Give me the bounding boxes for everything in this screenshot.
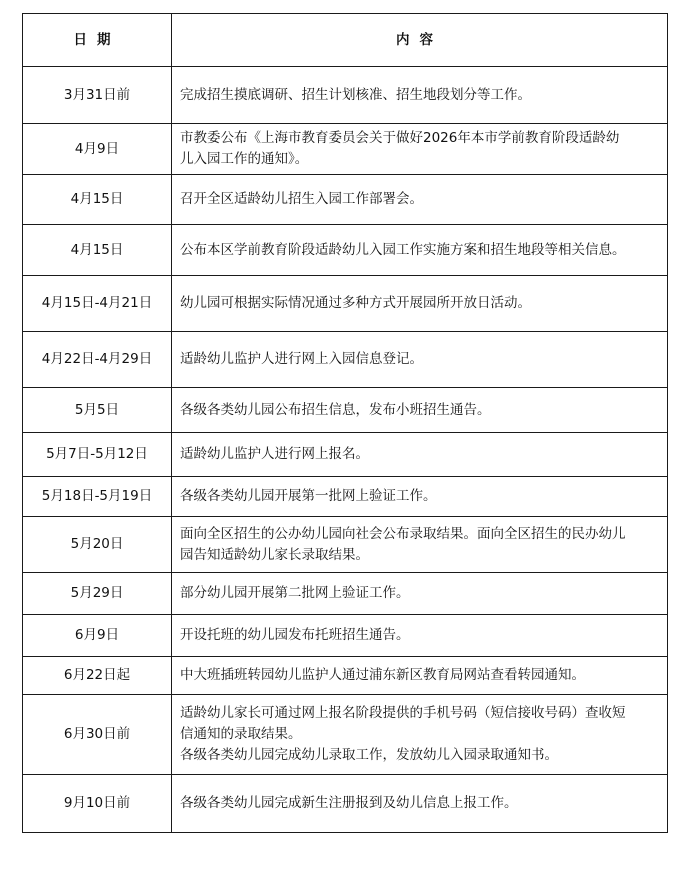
- content-line: 召开全区适龄幼儿招生入园工作部署会。: [180, 191, 423, 207]
- content-line: 适龄幼儿家长可通过网上报名阶段提供的手机号码（短信接收号码）查收短: [180, 705, 626, 721]
- row-content-cell: [172, 433, 668, 477]
- row-content-cell: [172, 124, 668, 175]
- content-line: 各级各类幼儿园开展第一批网上验证工作。: [180, 488, 437, 504]
- row-content-cell: [172, 695, 668, 775]
- table-row: [23, 775, 668, 833]
- content-column-header: 内容: [172, 14, 668, 67]
- row-content-cell: [172, 332, 668, 388]
- content-line: 各级各类幼儿园公布招生信息，发布小班招生通告。: [180, 401, 491, 418]
- enrollment-schedule-table: [22, 13, 668, 833]
- row-date-cell: 6月9日: [23, 615, 172, 657]
- content-line: 幼儿园可根据实际情况通过多种方式开展园所开放日活动。: [180, 295, 531, 311]
- content-line: 市教委公布《上海市教育委员会关于做好2026年本市学前教育阶段适龄幼: [180, 130, 620, 146]
- table-row: [23, 175, 668, 225]
- row-date-cell: 9月10日前: [23, 775, 172, 833]
- row-date-cell: 3月31日前: [23, 67, 172, 124]
- table-row: [23, 573, 668, 615]
- row-content-cell: [172, 477, 668, 517]
- content-line: 开设托班的幼儿园发布托班招生通告。: [180, 627, 410, 643]
- table-row: [23, 657, 668, 695]
- content-line: 各级各类幼儿园完成幼儿录取工作，发放幼儿入园录取通知书。: [180, 747, 558, 763]
- content-line: 面向全区招生的公办幼儿园向社会公布录取结果。面向全区招生的民办幼儿: [180, 525, 626, 542]
- row-date-cell: 5月5日: [23, 388, 172, 433]
- row-content-cell: [172, 573, 668, 615]
- table-body: [23, 67, 668, 833]
- content-line: 中大班插班转园幼儿监护人通过浦东新区教育局网站查看转园通知。: [180, 667, 585, 683]
- content-line: 部分幼儿园开展第二批网上验证工作。: [180, 585, 410, 601]
- content-line: 完成招生摸底调研、招生计划核准、招生地段划分等工作。: [180, 86, 531, 103]
- row-content-cell: [172, 615, 668, 657]
- table-row: [23, 477, 668, 517]
- row-content-cell: [172, 175, 668, 225]
- row-content-cell: [172, 225, 668, 276]
- table-header-row: [23, 14, 668, 67]
- row-date-cell: 6月30日前: [23, 695, 172, 775]
- row-date-cell: 5月18日-5月19日: [23, 477, 172, 517]
- table-row: [23, 225, 668, 276]
- row-date-cell: 4月9日: [23, 124, 172, 175]
- row-date-cell: 5月7日-5月12日: [23, 433, 172, 477]
- table-row: [23, 433, 668, 477]
- table-row: [23, 615, 668, 657]
- row-content-cell: [172, 775, 668, 833]
- row-content-cell: [172, 517, 668, 573]
- row-date-cell: 4月22日-4月29日: [23, 332, 172, 388]
- content-line: 公布本区学前教育阶段适龄幼儿入园工作实施方案和招生地段等相关信息。: [180, 241, 626, 258]
- row-date-cell: 4月15日-4月21日: [23, 276, 172, 332]
- content-line: 各级各类幼儿园完成新生注册报到及幼儿信息上报工作。: [180, 795, 518, 811]
- table-row: [23, 517, 668, 573]
- row-date-cell: 5月20日: [23, 517, 172, 573]
- row-content-cell: [172, 657, 668, 695]
- row-content-cell: [172, 388, 668, 433]
- row-date-cell: 4月15日: [23, 225, 172, 276]
- table-row: [23, 388, 668, 433]
- row-date-cell: 5月29日: [23, 573, 172, 615]
- date-column-header: 日期: [23, 14, 172, 67]
- table-row: [23, 276, 668, 332]
- table-row: [23, 67, 668, 124]
- row-date-cell: 4月15日: [23, 175, 172, 225]
- table-row: [23, 332, 668, 388]
- content-line: 园告知适龄幼儿家长录取结果。: [180, 546, 369, 563]
- table-row: [23, 695, 668, 775]
- table-row: [23, 124, 668, 175]
- content-line: 信通知的录取结果。: [180, 726, 302, 742]
- content-line: 儿入园工作的通知》。: [180, 151, 309, 167]
- row-date-cell: 6月22日起: [23, 657, 172, 695]
- content-line: 适龄幼儿监护人进行网上入园信息登记。: [180, 351, 423, 367]
- row-content-cell: [172, 67, 668, 124]
- row-content-cell: [172, 276, 668, 332]
- content-line: 适龄幼儿监护人进行网上报名。: [180, 446, 369, 462]
